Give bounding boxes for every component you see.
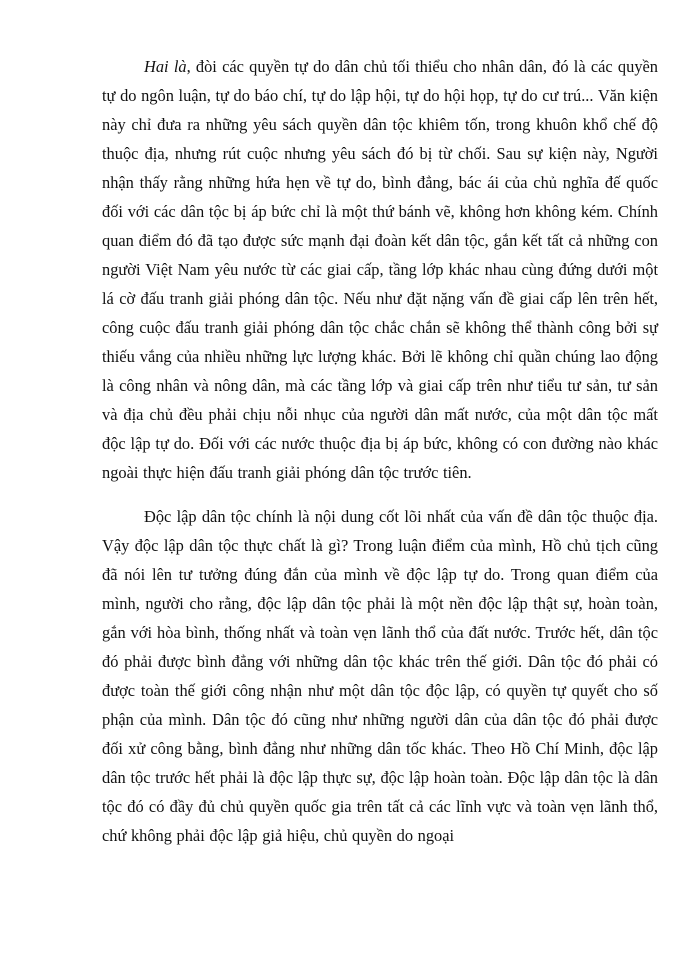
paragraph-1-text: , đòi các quyền tự do dân chủ tối thiểu cho nhân dân, đó là các quyền tự do ngôn luận, tự do báo chí, tự do lập hội, tự do hội họp, tự do cư trú... Văn kiện này chỉ đưa ra những yêu sách quyền dân tộc khiêm tốn, trong khuôn khổ chế độ thuộc địa, nhưng rút cuộc nhưng yêu sách đó bị từ chối. Sau sự kiện này, Người nhận thấy rằng những hứa hẹn về tự do, bình đẳng, bác ái của chủ nghĩa đế quốc đối với các dân tộc bị áp bức chỉ là một thứ bánh vẽ, không hơn không kém. Chính quan điểm đó đã tạo được sức mạnh đại đoàn kết dân tộc, gắn kết tất cả những con người Việt Nam yêu nước từ các giai cấp, tầng lớp khác nhau cùng đứng dưới một lá cờ đấu tranh giải phóng dân tộc. Nếu như đặt nặng vấn đề giai cấp lên trên hết, công cuộc đấu tranh giải phóng dân tộc chắc chắn sẽ không thể thành công bởi sự thiếu vắng của nhiều những lực lượng khác. Bởi lẽ không chỉ quần chúng lao động là công nhân và nông dân, mà các tầng lớp và giai cấp trên như tiểu tư sản, tư sản và địa chủ đều phải chịu nỗi nhục của người dân mất nước, của một dân tộc mất độc lập tự do. Đối với các nước thuộc địa bị áp bức, không có con đường nào khác ngoài thực hiện đấu tranh giải phóng dân tộc trước tiên. <box>102 57 658 482</box>
paragraph-1-lead: Hai là <box>144 57 187 76</box>
paragraph-1 <box>102 52 658 487</box>
paragraph-2-text: Độc lập dân tộc chính là nội dung cốt lõi nhất của vấn đề dân tộc thuộc địa. Vậy độc lập dân tộc thực chất là gì? Trong luận điểm của mình, Hồ chủ tịch cũng đã nói lên tư tưởng đúng đắn của mình về độc lập tự do. Trong quan điểm của mình, người cho rằng, độc lập dân tộc phải là một nền độc lập thật sự, hoàn toàn, gắn với hòa bình, thống nhất và toàn vẹn lãnh thổ của đất nước. Trước hết, dân tộc đó phải được bình đẳng với những dân tộc khác trên thế giới. Dân tộc đó phải có được toàn thế giới công nhận như một dân tộc độc lập, có quyền tự quyết cho số phận của mình. Dân tộc đó cũng như những người dân của dân tộc đó phải được đối xử công bằng, bình đẳng như những dân tốc khác. Theo Hồ Chí Minh, độc lập dân tộc trước hết phải là độc lập thực sự, độc lập hoàn toàn. Độc lập dân tộc là dân tộc đó có đầy đủ chủ quyền quốc gia trên tất cả các lĩnh vực và toàn vẹn lãnh thổ, chứ không phải độc lập giả hiệu, chủ quyền do ngoại <box>102 507 658 845</box>
document-page <box>102 52 658 850</box>
paragraph-2 <box>102 502 658 850</box>
